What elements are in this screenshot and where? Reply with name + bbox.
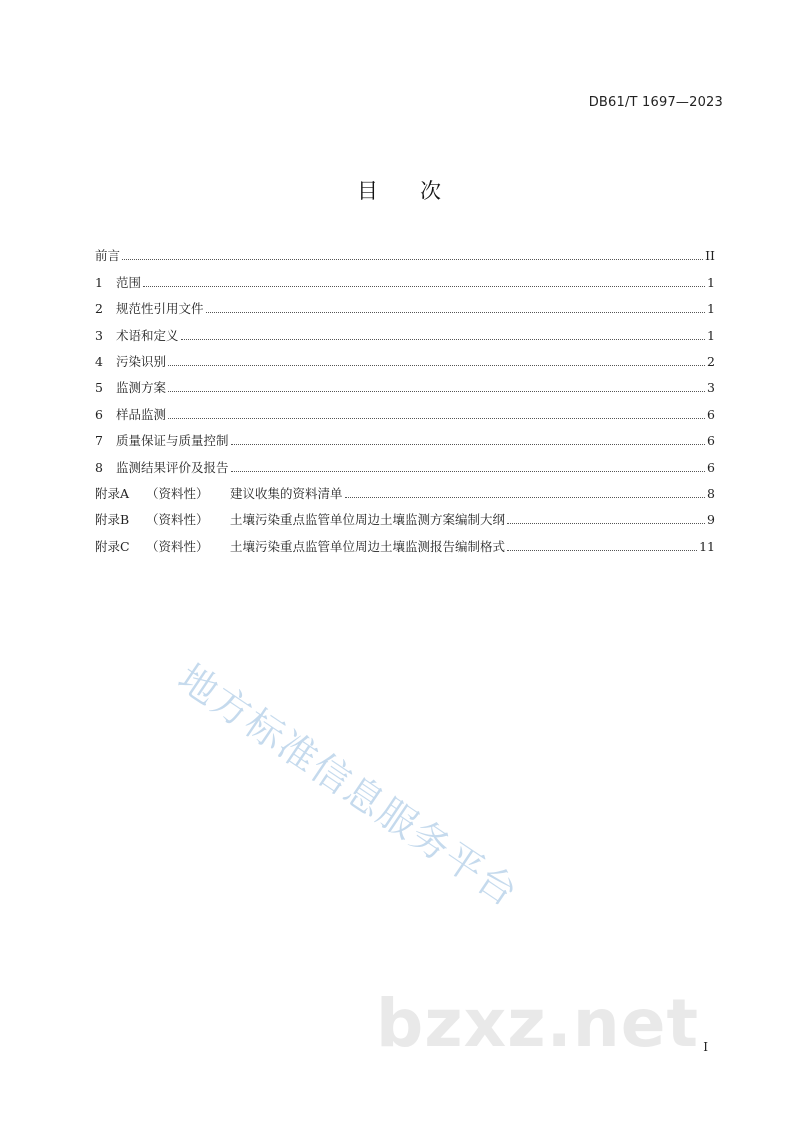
toc-entry-number: 5	[95, 380, 103, 396]
toc-dot-leader	[206, 311, 705, 313]
toc-entry-page: 1	[707, 274, 715, 290]
toc-dot-leader	[231, 470, 705, 472]
toc-entry-foreword[interactable]	[95, 238, 715, 264]
toc-entry-label: 样品监测	[116, 406, 167, 422]
toc-entry-label: 建议收集的资料清单	[230, 485, 343, 501]
toc-entry-page: 6	[707, 433, 715, 449]
toc-entry-label: 质量保证与质量控制	[116, 433, 229, 449]
toc-dot-leader	[231, 443, 705, 445]
toc-dot-leader	[143, 285, 705, 287]
toc-entry-sample-monitoring[interactable]	[95, 396, 715, 422]
page-number: I	[703, 1040, 708, 1054]
toc-entry-appendix-c[interactable]	[95, 528, 715, 554]
toc-entry-page: 8	[707, 485, 715, 501]
toc-entry-page: 1	[707, 301, 715, 317]
standard-code: DB61/T 1697—2023	[588, 95, 723, 110]
toc-entry-page: 9	[707, 512, 715, 528]
toc-title-char-1: 目	[357, 179, 380, 203]
toc-title	[0, 175, 800, 205]
toc-entry-scope[interactable]	[95, 264, 715, 290]
toc-entry-label: 监测方案	[116, 380, 167, 396]
appendix-category: （资料性）	[146, 485, 209, 501]
toc-entry-label: 污染识别	[116, 353, 167, 369]
toc-entry-label: 范围	[116, 274, 142, 290]
appendix-category: （资料性）	[146, 512, 209, 528]
toc-dot-leader	[507, 522, 705, 524]
table-of-contents	[95, 238, 715, 555]
toc-title-char-2: 次	[420, 179, 443, 203]
appendix-category: （资料性）	[146, 538, 209, 554]
toc-entry-appendix-a[interactable]	[95, 476, 715, 502]
toc-dot-leader	[168, 417, 705, 419]
toc-entry-page: 2	[707, 353, 715, 369]
toc-entry-results-evaluation[interactable]	[95, 449, 715, 475]
toc-entry-label: 土壤污染重点监管单位周边土壤监测报告编制格式	[230, 538, 506, 554]
toc-entry-pollution-identification[interactable]	[95, 344, 715, 370]
toc-entry-page: II	[705, 248, 715, 264]
toc-entry-page: 1	[707, 327, 715, 343]
toc-entry-page: 3	[707, 380, 715, 396]
toc-dot-leader	[345, 496, 705, 498]
toc-dot-leader	[168, 364, 705, 366]
toc-dot-leader	[168, 390, 705, 392]
toc-entry-label: 规范性引用文件	[116, 301, 204, 317]
toc-entry-page: 6	[707, 459, 715, 475]
toc-entry-number: 3	[95, 327, 103, 343]
toc-entry-number: 8	[95, 459, 103, 475]
toc-entry-number: 4	[95, 353, 103, 369]
toc-entry-appendix-b[interactable]	[95, 502, 715, 528]
toc-entry-page: 6	[707, 406, 715, 422]
toc-entry-page: 11	[699, 538, 715, 554]
toc-entry-terms-definitions[interactable]	[95, 317, 715, 343]
toc-entry-quality-assurance[interactable]	[95, 423, 715, 449]
toc-entry-label: 监测结果评价及报告	[116, 459, 229, 475]
toc-entry-number: 7	[95, 433, 103, 449]
toc-entry-label: 术语和定义	[116, 327, 179, 343]
toc-entry-number: 2	[95, 301, 103, 317]
toc-dot-leader	[507, 549, 697, 551]
appendix-id: 附录C	[95, 538, 130, 554]
appendix-id: 附录A	[95, 485, 130, 501]
toc-entry-monitoring-plan[interactable]	[95, 370, 715, 396]
toc-dot-leader	[122, 258, 703, 260]
watermark-platform-name: 地方标准信息服务平台	[170, 655, 527, 916]
toc-entry-number: 1	[95, 274, 103, 290]
toc-entry-normative-references[interactable]	[95, 291, 715, 317]
toc-entry-label: 前言	[95, 248, 121, 264]
appendix-id: 附录B	[95, 512, 130, 528]
toc-dot-leader	[181, 338, 705, 340]
toc-entry-number: 6	[95, 406, 103, 422]
toc-entry-label: 土壤污染重点监管单位周边土壤监测方案编制大纲	[230, 512, 506, 528]
watermark-site-name: bzxz.net	[376, 985, 700, 1062]
